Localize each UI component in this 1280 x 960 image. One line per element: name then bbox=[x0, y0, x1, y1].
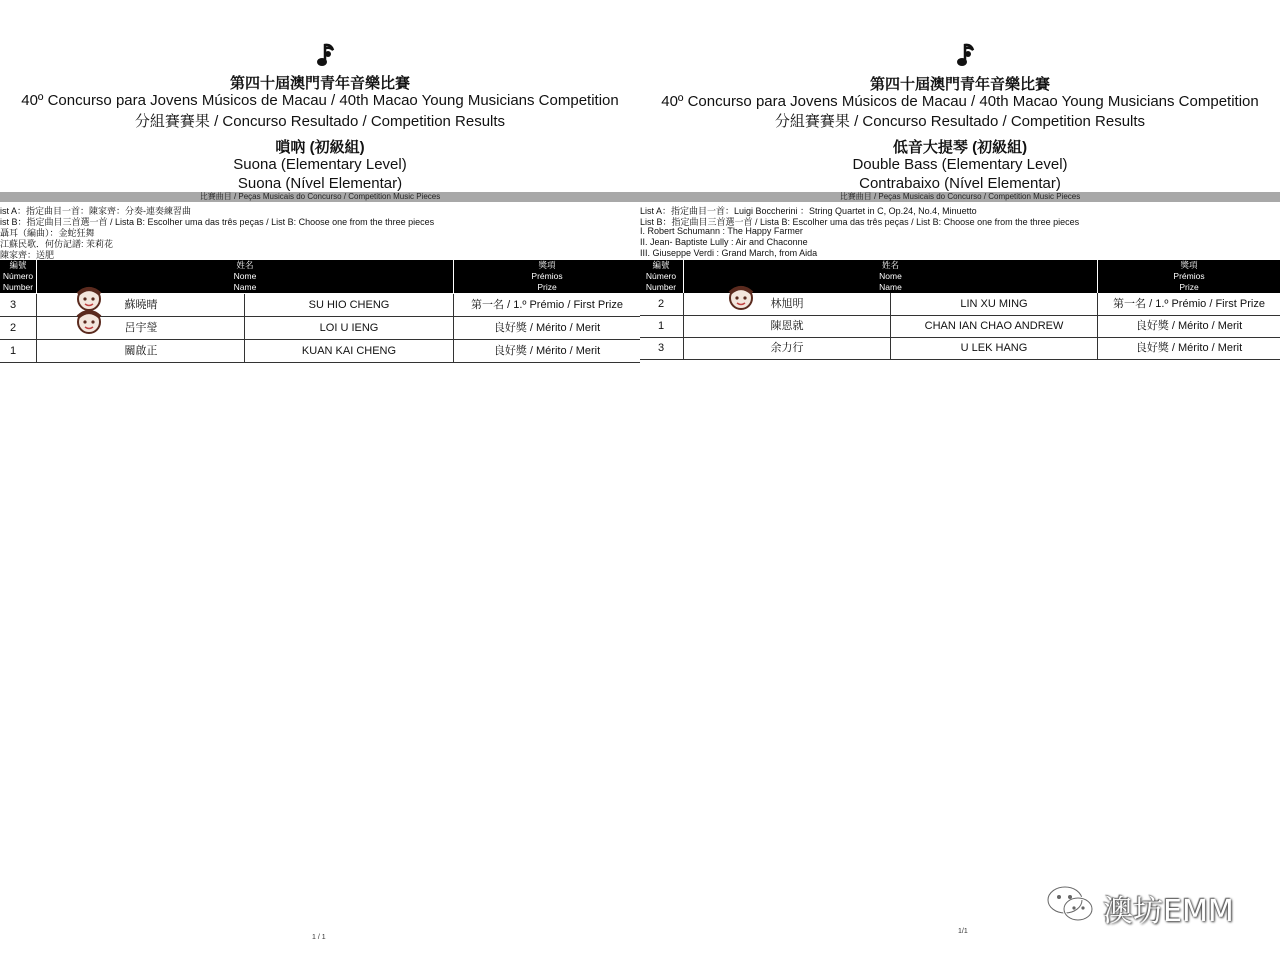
category-title-en: Double Bass (Elementary Level) bbox=[852, 156, 1068, 173]
row-number: 1 bbox=[657, 320, 665, 332]
pieces-header-bar: 比賽曲目 / Peças Musicais do Concurso / Competition Music Pieces bbox=[640, 192, 1280, 202]
row-name-en: LOI U IENG bbox=[319, 322, 379, 334]
piece-line: List B：指定曲目三首選一首 / Lista B: Escolher uma das três peças / List B: Choose one from the three pieces bbox=[640, 217, 1080, 227]
row-name-zh: 呂宇瑩 bbox=[124, 322, 158, 334]
piece-line: ist B：指定曲目三首選一首 / Lista B: Escolher uma das três peças / List B: Choose one from the three pieces bbox=[0, 217, 435, 227]
piece-line: ist A：指定曲目一首：陳家齊：分奏-連奏練習曲 bbox=[0, 206, 192, 216]
row-name-en: U LEK HANG bbox=[960, 342, 1028, 354]
row-prize: 第一名 / 1.º Prémio / First Prize bbox=[471, 299, 623, 311]
mascot-sticker-icon bbox=[724, 283, 758, 313]
watermark-text: 澳坊EMM bbox=[1103, 894, 1234, 929]
category-title-pt: Contrabaixo (Nível Elementar) bbox=[859, 175, 1061, 192]
music-note-logo-icon bbox=[953, 40, 977, 70]
piece-line: III. Giuseppe Verdi : Grand March, from Aida bbox=[640, 248, 818, 258]
category-title-zh: 嗩吶 (初級組) bbox=[275, 139, 365, 156]
table-row bbox=[640, 315, 1280, 338]
column-number: 編號 Número Number bbox=[2, 260, 34, 292]
column-name: 姓名 Nome Name bbox=[879, 260, 902, 292]
row-number: 3 bbox=[657, 342, 665, 354]
column-prize: 獎項 Prémios Prize bbox=[1173, 260, 1205, 292]
row-name-zh: 林旭明 bbox=[770, 298, 804, 310]
table-row bbox=[0, 340, 640, 363]
row-prize: 良好獎 / Mérito / Merit bbox=[493, 345, 601, 357]
column-prize: 獎項 Prémios Prize bbox=[531, 260, 563, 292]
row-name-en: LIN XU MING bbox=[960, 298, 1028, 310]
competition-title-en: 40º Concurso para Jovens Músicos de Macau / 40th Macao Young Musicians Competition bbox=[661, 93, 1259, 110]
music-note-logo-icon bbox=[313, 40, 337, 70]
results-title: 分組賽賽果 / Concurso Resultado / Competition Results bbox=[774, 113, 1146, 130]
row-number: 2 bbox=[9, 322, 17, 334]
row-name-zh: 關啟正 bbox=[124, 345, 158, 357]
row-prize: 第一名 / 1.º Prémio / First Prize bbox=[1113, 298, 1265, 310]
piece-line: List A：指定曲目一首：Luigi Boccherini ：String Quartet in C, Op.24, No.4, Minuetto bbox=[640, 206, 977, 216]
results-sheet-double-bass bbox=[640, 0, 1280, 960]
category-title-en: Suona (Elementary Level) bbox=[233, 156, 407, 173]
category-title-zh: 低音大提琴 (初級組) bbox=[892, 139, 1028, 156]
row-name-en: KUAN KAI CHENG bbox=[301, 345, 397, 357]
wechat-icon bbox=[1045, 884, 1097, 924]
piece-line: 陳家齊：送肥 bbox=[0, 250, 55, 260]
row-number: 3 bbox=[9, 299, 17, 311]
piece-line: 聶耳（編曲）：金蛇狂舞 bbox=[0, 228, 95, 238]
row-prize: 良好獎 / Mérito / Merit bbox=[493, 322, 601, 334]
results-title: 分組賽賽果 / Concurso Resultado / Competition Results bbox=[134, 113, 506, 130]
piece-line: I. Robert Schumann : The Happy Farmer bbox=[640, 226, 803, 236]
page-number: 1 / 1 bbox=[312, 934, 326, 941]
competition-title-en: 40º Concurso para Jovens Músicos de Macau / 40th Macao Young Musicians Competition bbox=[21, 92, 619, 109]
row-number: 2 bbox=[657, 298, 665, 310]
piece-line: II. Jean- Baptiste Lully : Air and Chaconne bbox=[640, 237, 808, 247]
wechat-watermark bbox=[1045, 882, 1245, 929]
mascot-sticker-icon bbox=[72, 307, 106, 337]
row-name-en: CHAN IAN CHAO ANDREW bbox=[924, 320, 1064, 332]
row-prize: 良好獎 / Mérito / Merit bbox=[1135, 342, 1243, 354]
row-name-zh: 蘇曉晴 bbox=[124, 299, 158, 311]
page-number: 1/1 bbox=[958, 928, 968, 935]
row-name-zh: 余力行 bbox=[770, 342, 804, 354]
row-name-en: SU HIO CHENG bbox=[308, 299, 390, 311]
pieces-header-bar: 比賽曲目 / Peças Musicais do Concurso / Competition Music Pieces bbox=[0, 192, 640, 202]
column-number: 編號 Número Number bbox=[645, 260, 677, 292]
competition-title-zh: 第四十屆澳門青年音樂比賽 bbox=[229, 75, 410, 92]
competition-title-zh: 第四十屆澳門青年音樂比賽 bbox=[869, 76, 1050, 93]
row-prize: 良好獎 / Mérito / Merit bbox=[1135, 320, 1243, 332]
column-name: 姓名 Nome Name bbox=[233, 260, 257, 292]
category-title-pt: Suona (Nível Elementar) bbox=[237, 175, 403, 192]
row-name-zh: 陳恩就 bbox=[770, 320, 804, 332]
row-number: 1 bbox=[9, 345, 17, 357]
table-row bbox=[640, 337, 1280, 360]
piece-line: 江蘇民歌．何仿記譜: 茉莉花 bbox=[0, 239, 114, 249]
